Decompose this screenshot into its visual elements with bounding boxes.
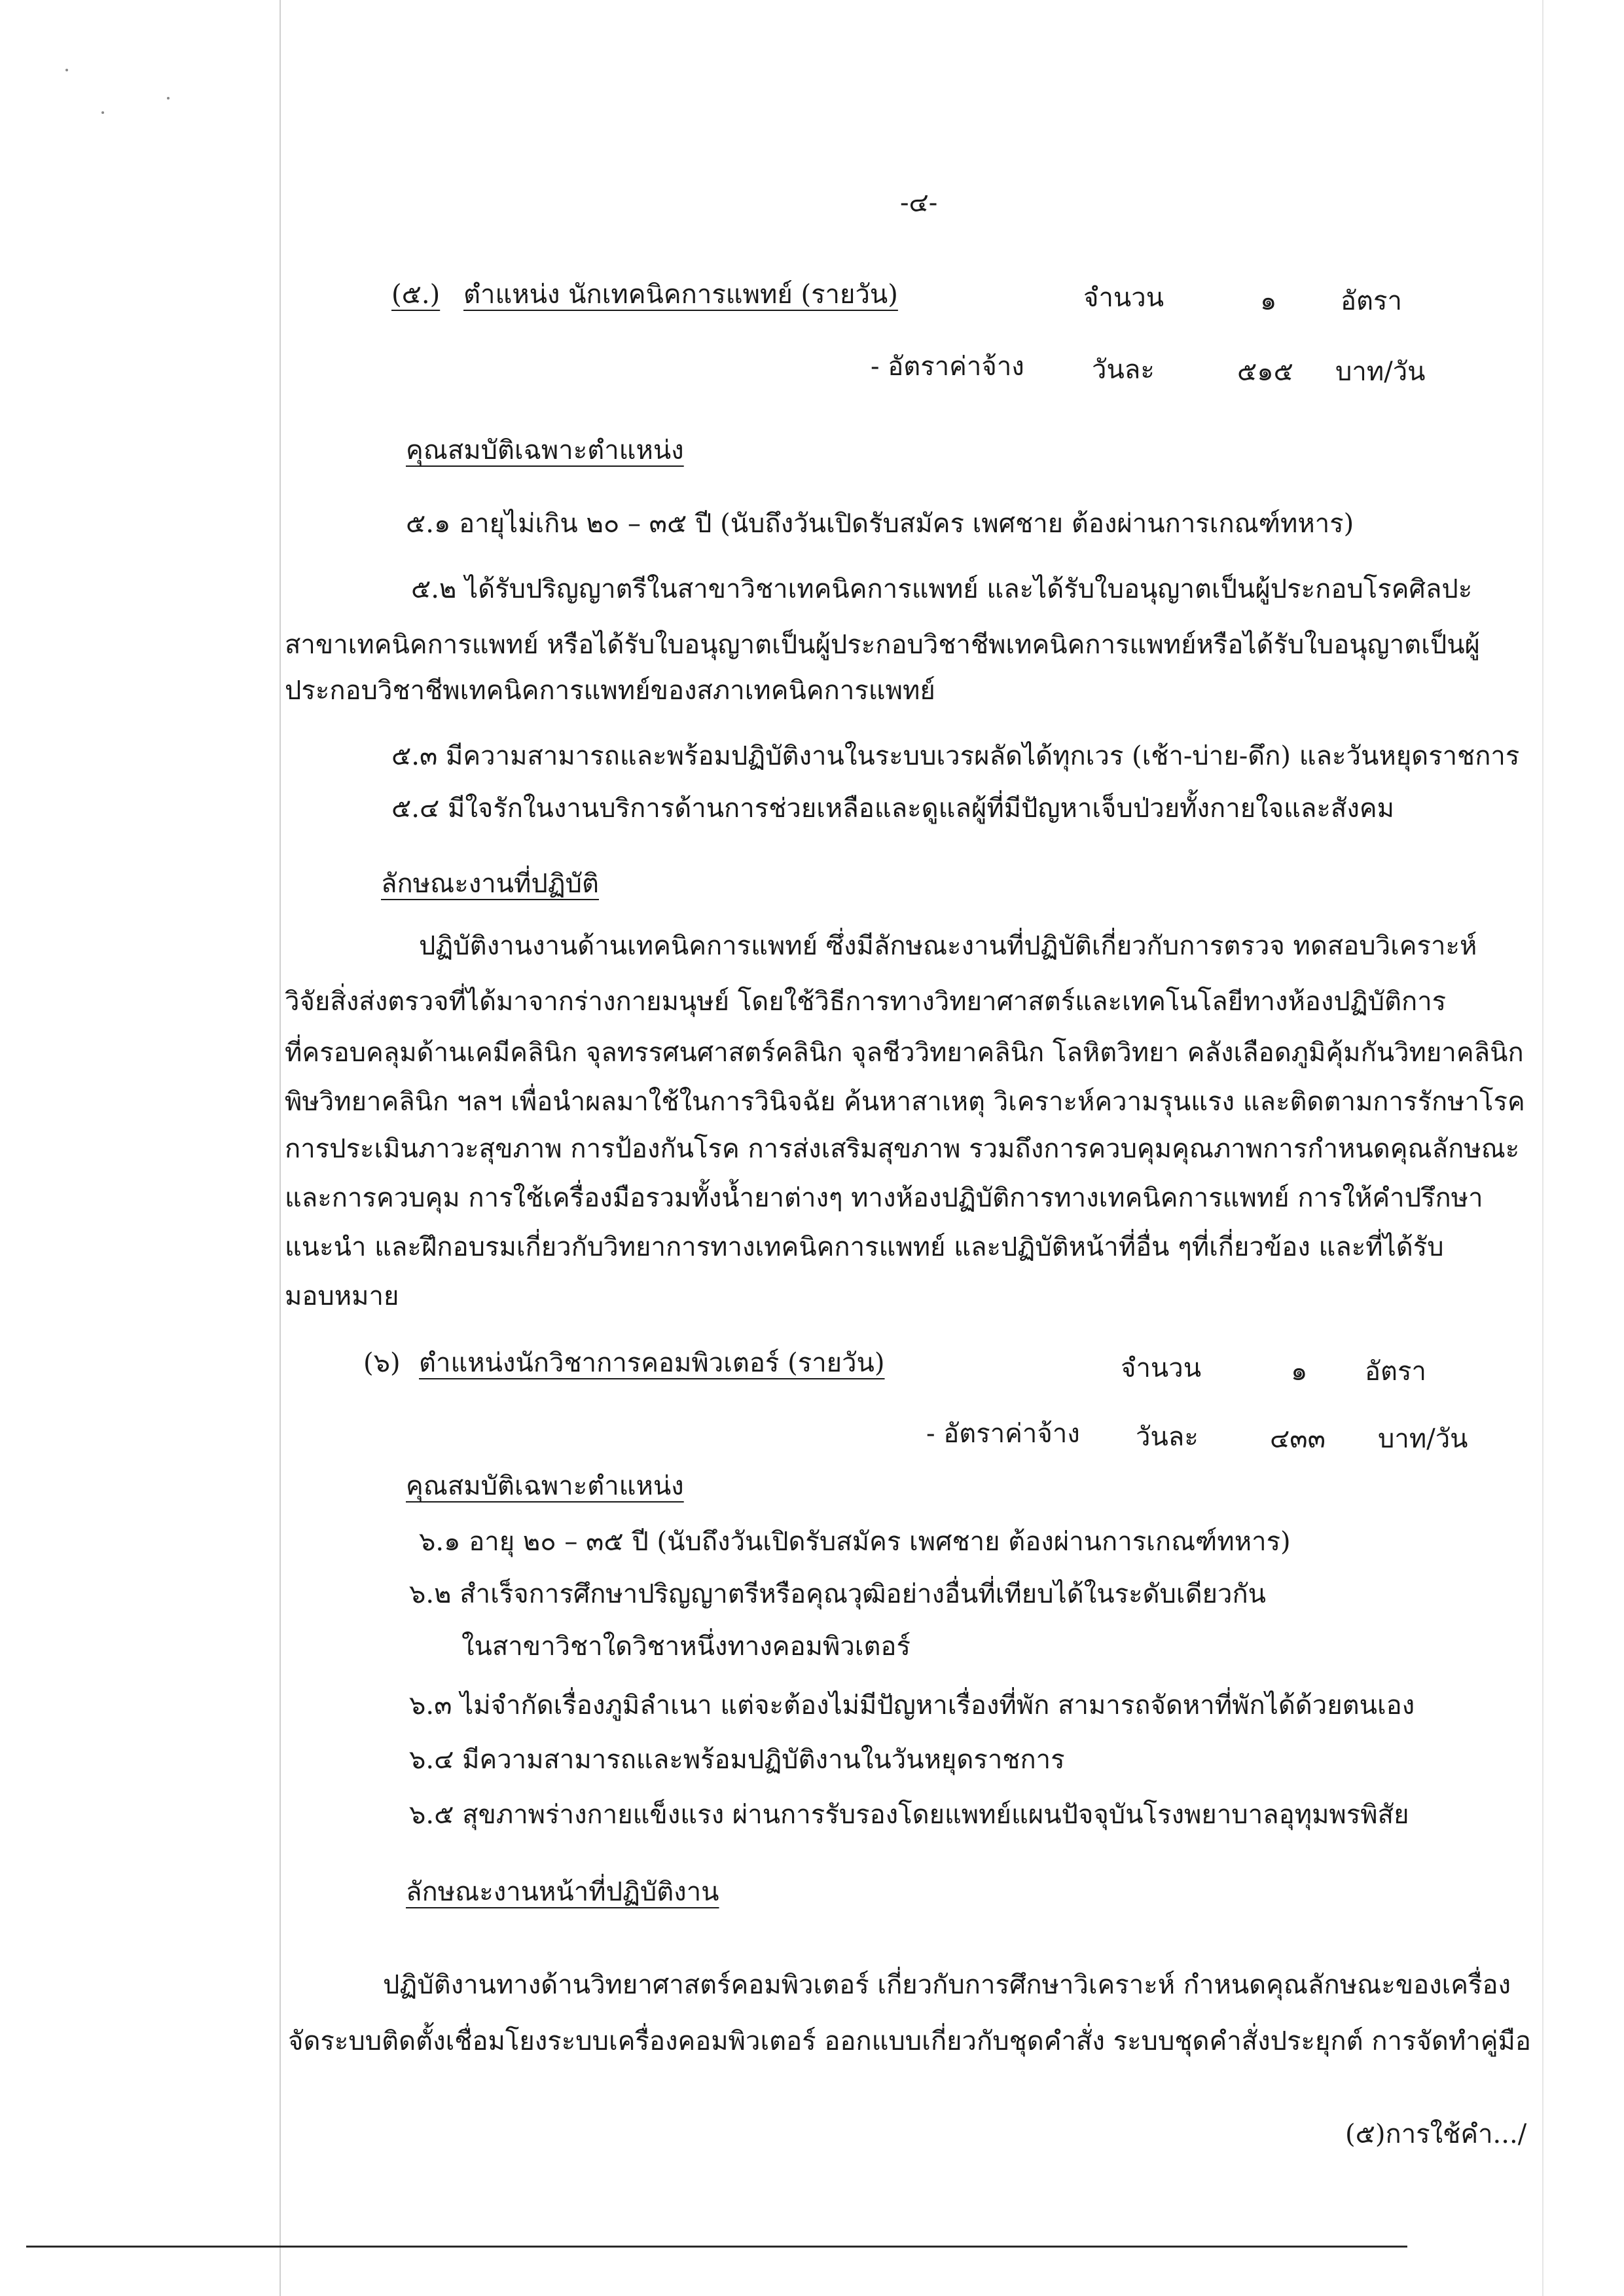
position6-count-value: ๑ — [1291, 1357, 1308, 1387]
position5-duty-line: มอบหมาย — [285, 1281, 399, 1311]
position5-count-value: ๑ — [1260, 286, 1277, 316]
position5-duty-line: พิษวิทยาคลินิก ฯลฯ เพื่อนำผลมาใช้ในการวินิจฉัย ค้นหาสาเหตุ วิเคราะห์ความรุนแรง และติดตามการรักษาโรค — [285, 1087, 1525, 1117]
position5-duty-line: วิจัยสิ่งส่งตรวจที่ได้มาจากร่างกายมนุษย์ โดยใช้วิธีการทางวิทยาศาสตร์และเทคโนโลยีทางห้องปฏิบัติการ — [285, 987, 1447, 1017]
continuation-note: (๕)การใช้คำ.../ — [1345, 2119, 1527, 2149]
page-number: -๔- — [900, 188, 938, 218]
scan-speck — [101, 111, 104, 114]
position6-number: (๖) — [363, 1348, 401, 1378]
position6-qualification-4: ๖.๔ มีความสามารถและพร้อมปฏิบัติงานในวันหยุดราชการ — [409, 1745, 1065, 1775]
position6-duty-heading: ลักษณะงานหน้าที่ปฏิบัติงาน — [406, 1877, 719, 1907]
position5-qualification-2-cont: ประกอบวิชาชีพเทคนิคการแพทย์ของสภาเทคนิคการแพทย์ — [285, 676, 935, 706]
position6-title: ตำแหน่งนักวิชาการคอมพิวเตอร์ (รายวัน) — [419, 1348, 885, 1378]
scan-margin-line — [280, 0, 281, 2296]
position6-wage-unit: บาท/วัน — [1378, 1424, 1468, 1454]
position5-wage-period: วันละ — [1092, 355, 1155, 385]
position5-count-label: จำนวน — [1083, 283, 1164, 313]
position6-qualification-3: ๖.๓ ไม่จำกัดเรื่องภูมิลำเนา แต่จะต้องไม่มีปัญหาเรื่องที่พัก สามารถจัดหาที่พักได้ด้วยตนเอง — [409, 1690, 1415, 1721]
position6-wage-value: ๔๓๓ — [1270, 1424, 1326, 1454]
position6-duty-line: จัดระบบติดตั้งเชื่อมโยงระบบเครื่องคอมพิวเตอร์ ออกแบบเกี่ยวกับชุดคำสั่ง ระบบชุดคำสั่งประยุกต์ การจัดทำคู่มือ — [288, 2026, 1531, 2056]
position6-duty-line: ปฏิบัติงานทางด้านวิทยาศาสตร์คอมพิวเตอร์ เกี่ยวกับการศึกษาวิเคราะห์ กำหนดคุณลักษณะของเครื่อง — [383, 1970, 1511, 2000]
position5-qualification-heading: คุณสมบัติเฉพาะตำแหน่ง — [406, 435, 684, 465]
position5-duty-line: ปฏิบัติงานงานด้านเทคนิคการแพทย์ ซึ่งมีลักษณะงานที่ปฏิบัติเกี่ยวกับการตรวจ ทดสอบวิเคราะห์ — [419, 931, 1477, 961]
position5-wage-label: - อัตราค่าจ้าง — [871, 352, 1024, 382]
position6-qualification-5: ๖.๕ สุขภาพร่างกายแข็งแรง ผ่านการรับรองโดยแพทย์แผนปัจจุบันโรงพยาบาลอุทุมพรพิสัย — [409, 1800, 1409, 1830]
position6-wage-label: - อัตราค่าจ้าง — [926, 1419, 1080, 1449]
position5-title: ตำแหน่ง นักเทคนิคการแพทย์ (รายวัน) — [463, 280, 898, 310]
position5-qualification-2: ๕.๒ ได้รับปริญญาตรีในสาขาวิชาเทคนิคการแพทย์ และได้รับใบอนุญาตเป็นผู้ประกอบโรคศิลปะ — [411, 574, 1473, 604]
scan-edge-line — [1542, 0, 1543, 2296]
position6-qualification-2: ๖.๒ สำเร็จการศึกษาปริญญาตรีหรือคุณวุฒิอย่างอื่นที่เทียบได้ในระดับเดียวกัน — [409, 1579, 1267, 1609]
position6-qualification-2-cont: ในสาขาวิชาใดวิชาหนึ่งทางคอมพิวเตอร์ — [461, 1631, 911, 1662]
position6-count-label: จำนวน — [1121, 1353, 1202, 1383]
position5-qualification-1: ๕.๑ อายุไม่เกิน ๒๐ – ๓๕ ปี (นับถึงวันเปิดรับสมัคร เพศชาย ต้องผ่านการเกณฑ์ทหาร) — [406, 509, 1354, 539]
position5-qualification-4: ๕.๔ มีใจรักในงานบริการด้านการช่วยเหลือและดูแลผู้ที่มีปัญหาเจ็บป่วยทั้งกายใจและสังคม — [391, 793, 1394, 824]
position5-wage-value: ๕๑๕ — [1237, 357, 1293, 387]
position5-wage-unit: บาท/วัน — [1335, 357, 1426, 387]
position5-qualification-3: ๕.๓ มีความสามารถและพร้อมปฏิบัติงานในระบบเวรผลัดได้ทุกเวร (เช้า-บ่าย-ดึก) และวันหยุดราชการ — [391, 741, 1520, 771]
position5-duty-heading: ลักษณะงานที่ปฏิบัติ — [381, 869, 600, 899]
position5-count-unit: อัตรา — [1341, 286, 1402, 316]
position5-duty-line: และการควบคุม การใช้เครื่องมือรวมทั้งน้ำยาต่างๆ ทางห้องปฏิบัติการทางเทคนิคการแพทย์ การให้คำปรึกษา — [285, 1183, 1483, 1213]
scan-speck — [65, 69, 68, 71]
position6-qualification-heading: คุณสมบัติเฉพาะตำแหน่ง — [406, 1471, 684, 1501]
position5-number: (๕.) — [391, 280, 441, 310]
position5-duty-line: แนะนำ และฝึกอบรมเกี่ยวกับวิทยาการทางเทคนิคการแพทย์ และปฏิบัติหน้าที่อื่น ๆที่เกี่ยวข้อง และที่ได้รับ — [285, 1232, 1444, 1262]
position5-duty-line: การประเมินภาวะสุขภาพ การป้องกันโรค การส่งเสริมสุขภาพ รวมถึงการควบคุมคุณภาพการกำหนดคุณลักษณะ — [285, 1134, 1520, 1164]
scan-bottom-rule — [26, 2246, 1407, 2248]
position6-qualification-1: ๖.๑ อายุ ๒๐ – ๓๕ ปี (นับถึงวันเปิดรับสมัคร เพศชาย ต้องผ่านการเกณฑ์ทหาร) — [419, 1527, 1291, 1557]
position5-duty-line: ที่ครอบคลุมด้านเคมีคลินิก จุลทรรศนศาสตร์คลินิก จุลชีววิทยาคลินิก โลหิตวิทยา คลังเลือดภูมิคุ้มกันวิทยาคลินิก — [285, 1038, 1524, 1068]
position5-qualification-2-cont: สาขาเทคนิคการแพทย์ หรือได้รับใบอนุญาตเป็นผู้ประกอบวิชาชีพเทคนิคการแพทย์หรือได้รับใบอนุญาตเป็นผู้ — [285, 630, 1480, 660]
scan-speck — [167, 97, 170, 100]
position6-count-unit: อัตรา — [1365, 1357, 1426, 1387]
position6-wage-period: วันละ — [1136, 1422, 1199, 1452]
